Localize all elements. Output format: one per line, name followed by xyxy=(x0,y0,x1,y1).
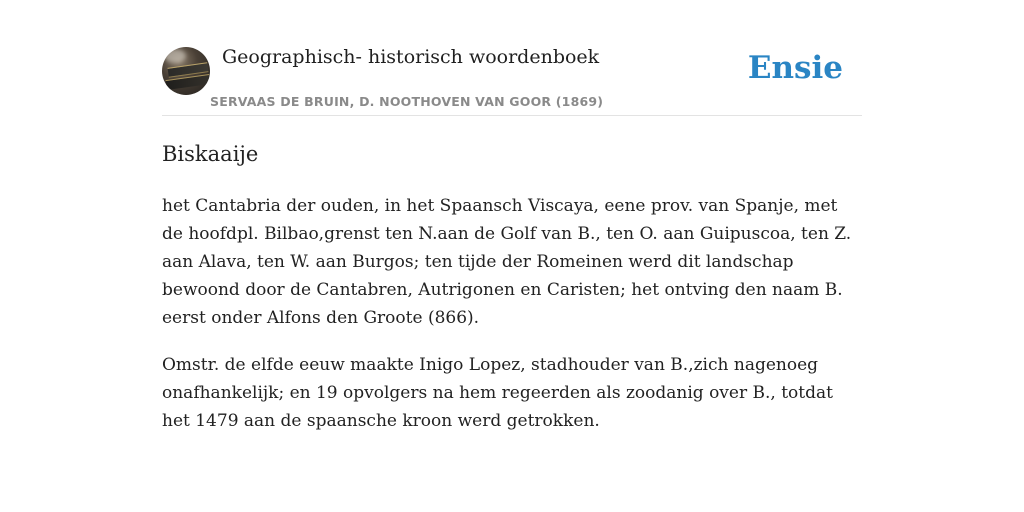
entry-paragraph: het Cantabria der ouden, in het Spaansch Viscaya, eene prov. van Spanje, met de hoofdpl. Bilbao,grenst ten N.aan de Golf van B., ten O. aan Guipuscoa, ten Z. aan Alava, ten W. aan Burgos; ten tijde der Romeinen werd dit landschap bewoond door de Cantabren, Autrigonen en Caristen; het ontving den naam B. eerst onder Alfons den Groote (866). xyxy=(162,196,852,328)
entry-body xyxy=(162,192,862,435)
book-header xyxy=(162,0,862,116)
book-title-link[interactable]: Geographisch- historisch woordenboek xyxy=(222,46,600,68)
cover-highlight xyxy=(164,49,186,63)
book-author: SERVAAS DE BRUIN, D. NOOTHOVEN VAN GOOR (1869) xyxy=(210,94,604,109)
entry-title: Biskaaije xyxy=(162,142,259,166)
entry-article xyxy=(162,140,862,435)
ensie-logo-link[interactable]: Ensie xyxy=(747,50,843,86)
book-cover-thumbnail[interactable] xyxy=(162,47,210,95)
entry-paragraph: Omstr. de elfde eeuw maakte Inigo Lopez, stadhouder van B.,zich nagenoeg onafhankelijk; en 19 opvolgers na hem regeerden als zoodanig over B., totdat het 1479 aan de spaansche kroon werd getrokken. xyxy=(162,355,833,431)
